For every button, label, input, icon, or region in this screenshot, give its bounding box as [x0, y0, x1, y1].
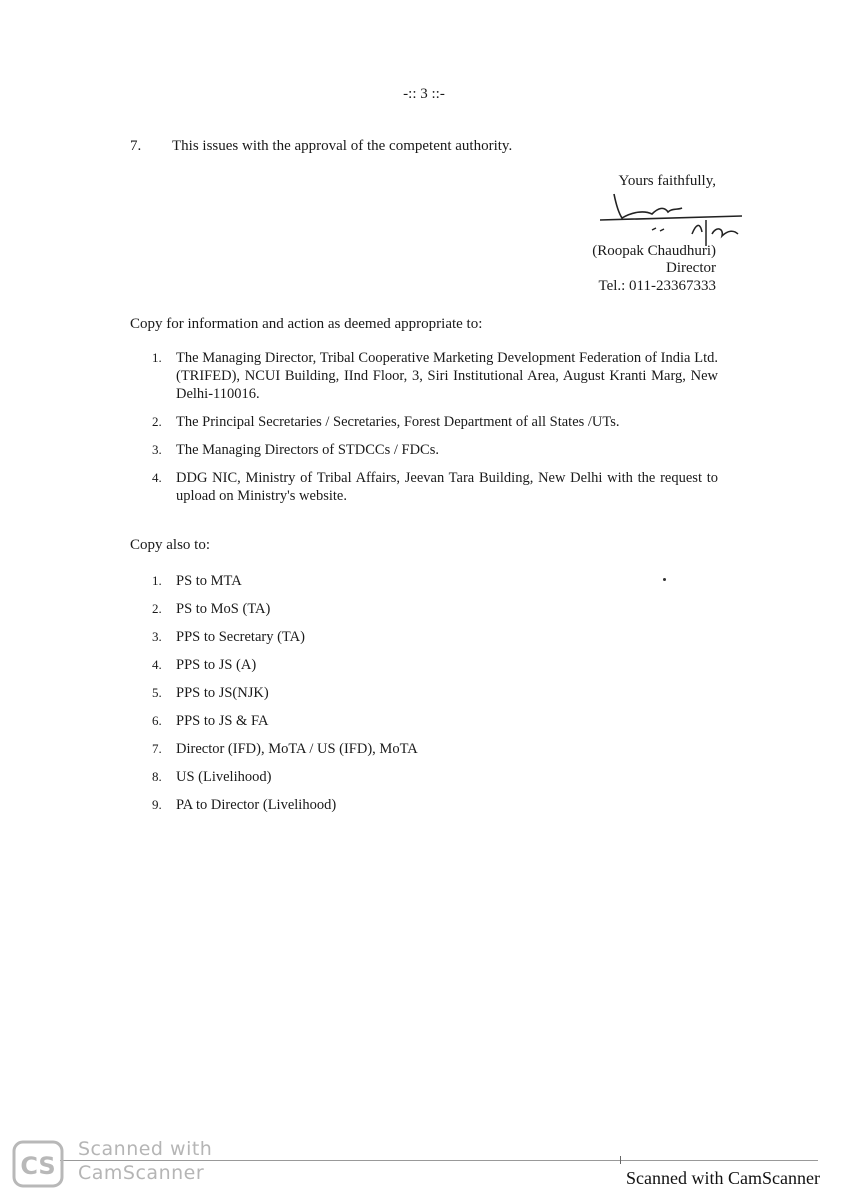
list-item: [152, 469, 718, 505]
list-item-number: 6.: [152, 713, 162, 728]
copy-also-heading: Copy also to:: [130, 537, 211, 553]
copy-list: [152, 349, 718, 515]
footer-scanned-text: Scanned with CamScanner: [626, 1168, 820, 1188]
handwritten-signature-icon: [592, 190, 760, 250]
footer-tick-mark: [620, 1156, 621, 1164]
list-item-text: The Managing Directors of STDCCs / FDCs.: [176, 442, 439, 458]
copy-heading: Copy for information and action as deemed appropriate to:: [130, 316, 483, 332]
copy-also-list: [152, 572, 718, 824]
paragraph-text: This issues with the approval of the competent authority.: [172, 138, 513, 154]
watermark-line-1: Scanned with: [78, 1138, 213, 1160]
signatory-name: (Roopak Chaudhuri): [592, 243, 716, 259]
list-item-text: DDG NIC, Ministry of Tribal Affairs, Jeevan Tara Building, New Delhi with the request to upload on Ministry's website.: [176, 470, 718, 504]
list-item: [152, 684, 718, 702]
watermark-line-2: CamScanner: [78, 1162, 205, 1184]
list-item-number: 9.: [152, 797, 162, 812]
list-item-number: 2.: [152, 601, 162, 616]
list-item-text: PA to Director (Livelihood): [176, 797, 337, 813]
list-item-number: 3.: [152, 629, 162, 644]
list-item: [152, 628, 718, 646]
list-item: [152, 712, 718, 730]
camscanner-logo-letters: CS: [20, 1152, 56, 1180]
list-item: [152, 413, 718, 431]
signature-closing: Yours faithfully,: [618, 173, 716, 189]
list-item: [152, 656, 718, 674]
camscanner-logo-icon: [12, 1140, 64, 1188]
page-number: -:: 3 ::-: [403, 86, 445, 102]
list-item: [152, 740, 718, 758]
list-item-text: PPS to JS(NJK): [176, 685, 269, 701]
list-item: [152, 768, 718, 786]
list-item: [152, 441, 718, 459]
list-item-number: 3.: [152, 442, 162, 457]
list-item-number: 2.: [152, 414, 162, 429]
list-item: [152, 600, 718, 618]
list-item-number: 1.: [152, 573, 162, 588]
paragraph-number: 7.: [130, 138, 142, 154]
list-item-number: 1.: [152, 350, 162, 365]
list-item-text: PS to MTA: [176, 573, 242, 589]
signatory-designation: Director: [666, 260, 716, 276]
list-item: [152, 572, 718, 590]
list-item-text: Director (IFD), MoTA / US (IFD), MoTA: [176, 741, 418, 757]
list-item-number: 4.: [152, 470, 162, 485]
paragraph-7: [130, 138, 512, 155]
list-item-text: PPS to JS & FA: [176, 713, 269, 729]
list-item-text: The Principal Secretaries / Secretaries, Forest Department of all States /UTs.: [176, 414, 620, 430]
list-item-text: PPS to JS (A): [176, 657, 257, 673]
scan-speck: [663, 578, 666, 581]
camscanner-watermark: [78, 1137, 212, 1185]
list-item-text: US (Livelihood): [176, 769, 272, 785]
list-item-number: 7.: [152, 741, 162, 756]
list-item: [152, 796, 718, 814]
list-item-text: The Managing Director, Tribal Cooperative Marketing Development Federation of India Ltd. (TRIFED), NCUI Building, IInd Floor, 3, Siri Institutional Area, August Kranti Marg, New Delhi-110016.: [176, 350, 718, 402]
list-item-number: 8.: [152, 769, 162, 784]
signatory-telephone: Tel.: 011-23367333: [598, 278, 716, 294]
list-item-text: PPS to Secretary (TA): [176, 629, 305, 645]
list-item: [152, 349, 718, 403]
list-item-number: 4.: [152, 657, 162, 672]
list-item-text: PS to MoS (TA): [176, 601, 271, 617]
list-item-number: 5.: [152, 685, 162, 700]
